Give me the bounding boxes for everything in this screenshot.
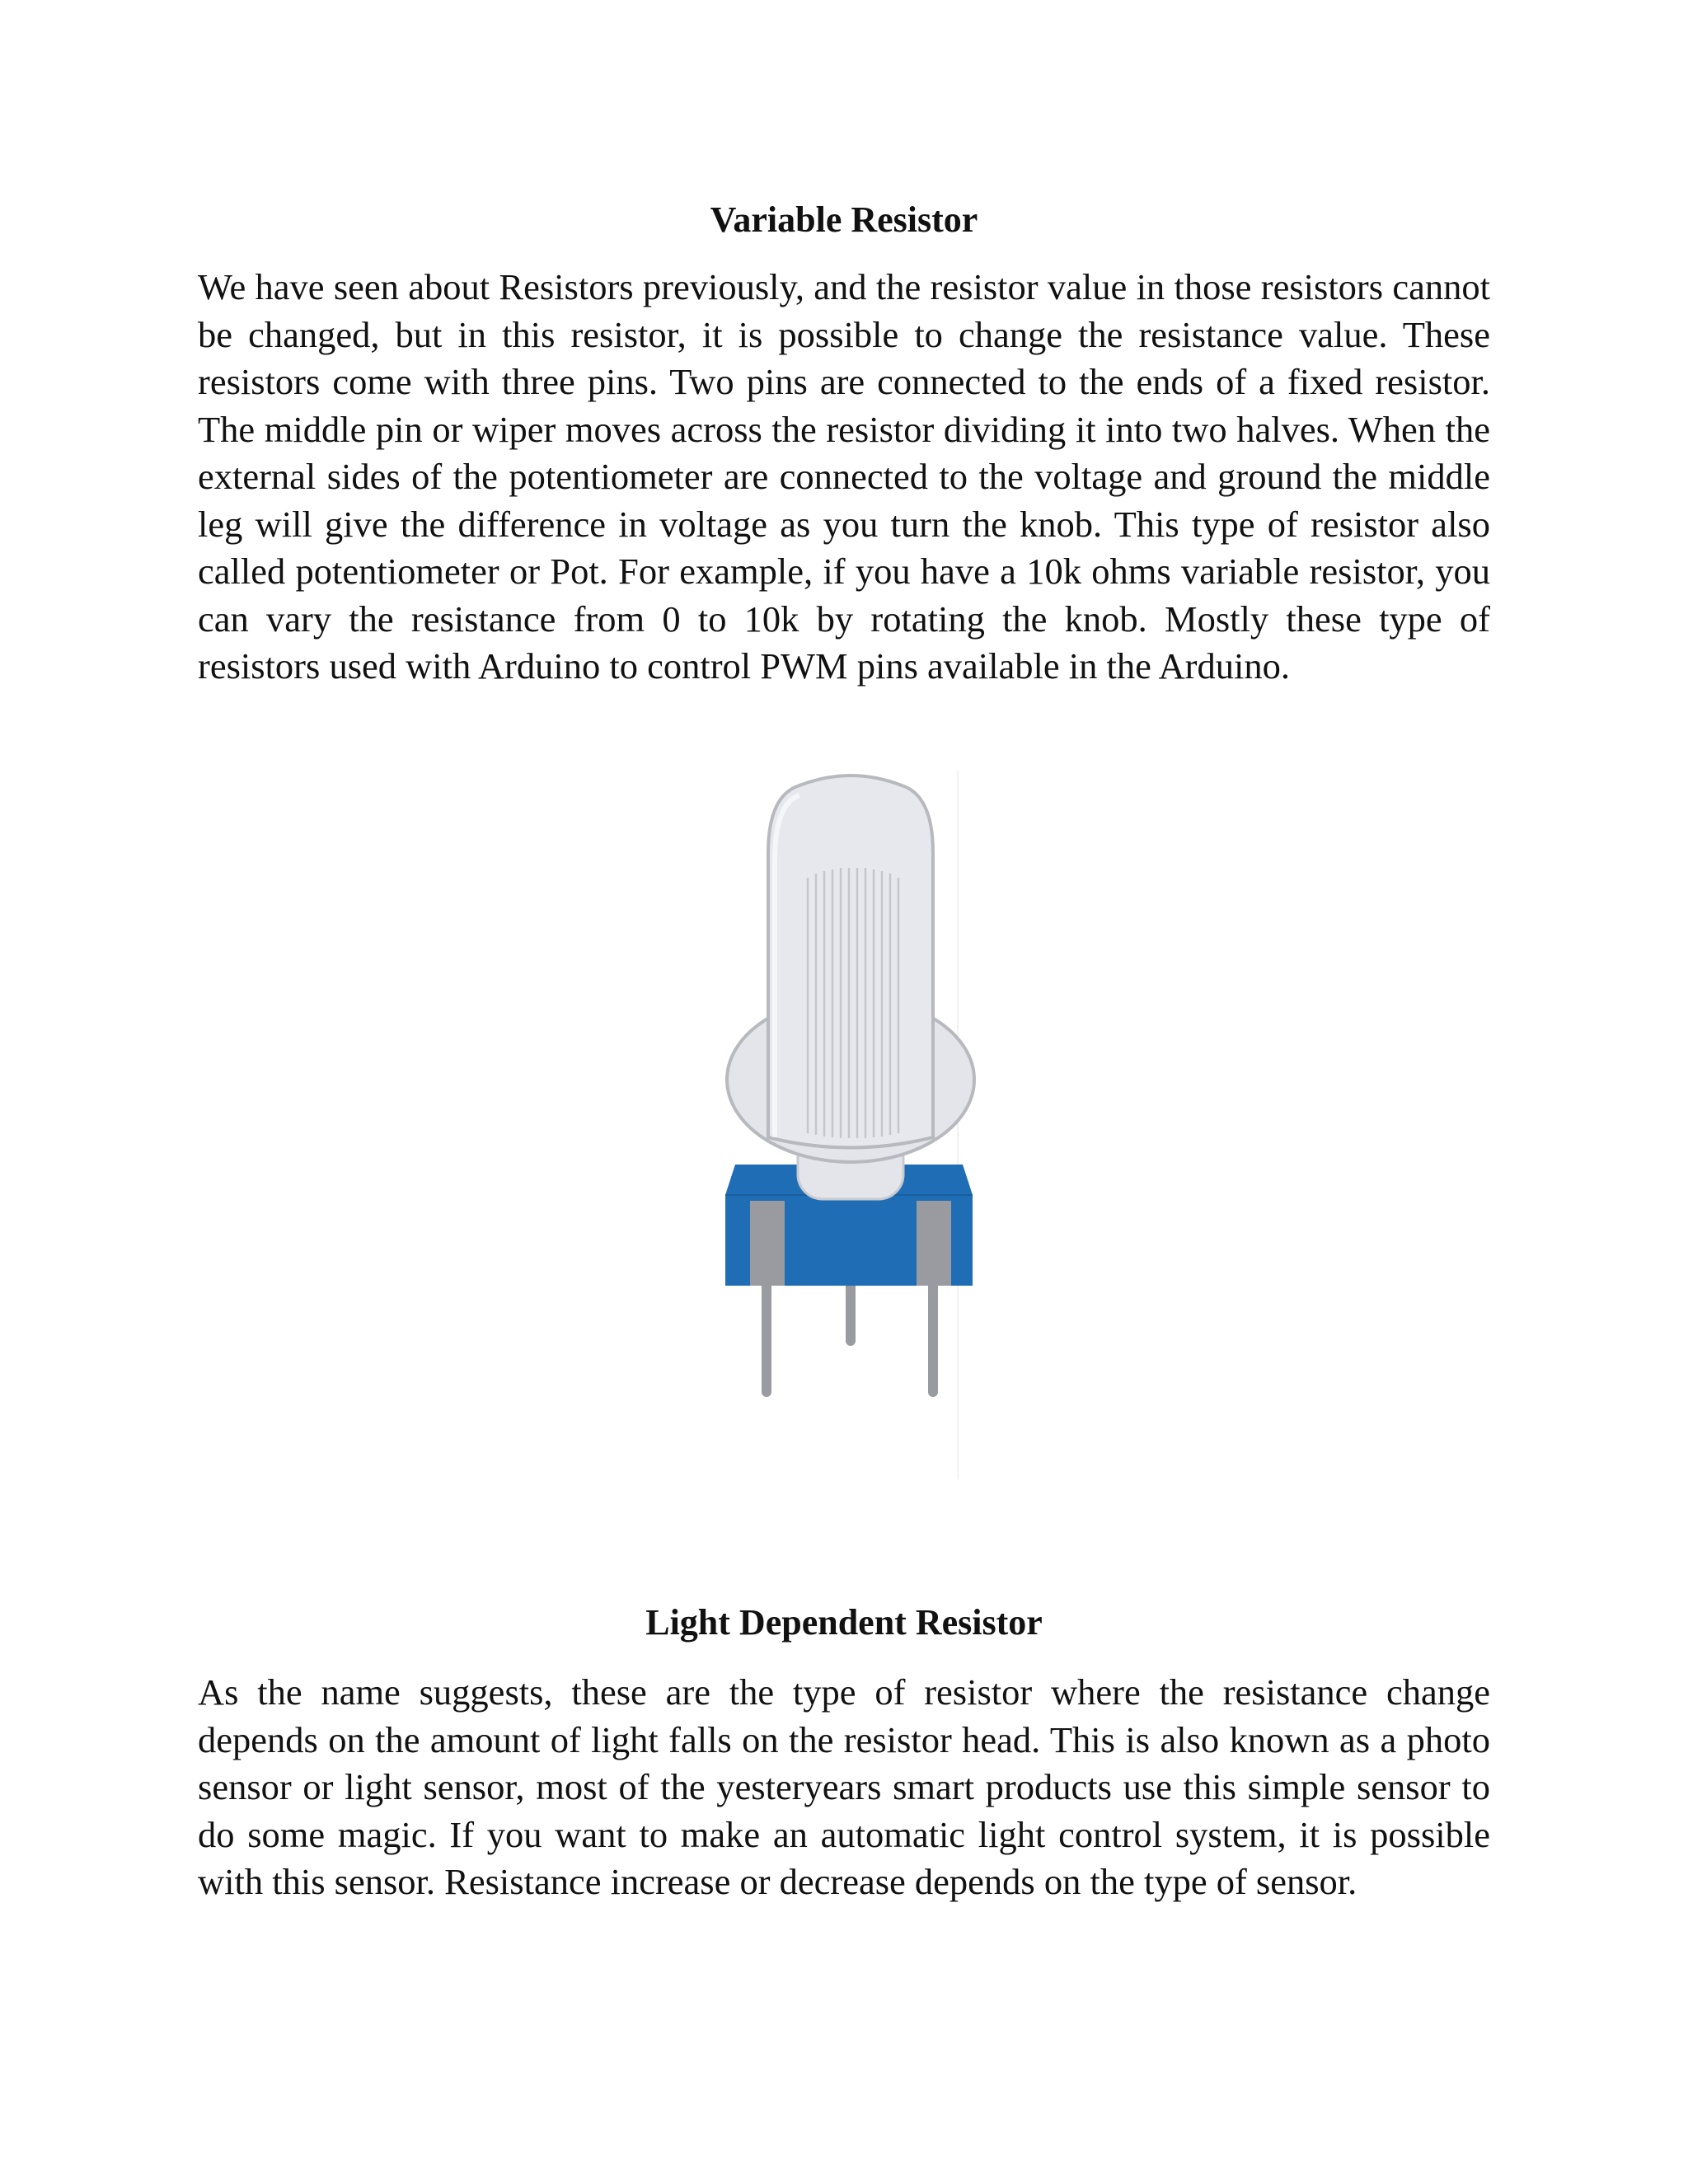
section-title-variable-resistor: Variable Resistor	[710, 199, 978, 240]
section-body-variable-resistor: We have seen about Resistors previously, and the resistor value in those resistors cannot be changed, but in this resistor, it is possible to change the resistance value. These resistors come with three pins. Two pins are connected to the ends of a fixed resistor. The middle pin or wiper moves across the resistor dividing it into two halves. When the external sides of the potentiometer are connected to the voltage and ground the middle leg will give the difference in voltage as you turn the knob. This type of resistor also called potentiometer or Pot. For example, if you have a 10k ohms variable resistor, you can vary the resistance from 0 to 10k by rotating the knob. Mostly these type of resistors used with Arduino to control PWM pins available in the Arduino.	[198, 266, 1490, 687]
knob-shaft	[768, 776, 933, 1148]
middle-pin	[846, 1282, 856, 1346]
potentiometer-icon	[692, 771, 1006, 1479]
section-body-light-dependent-resistor: As the name suggests, these are the type of resistor where the resistance change depends on the amount of light falls on the resistor head. This is also known as a photo sensor or light sensor, most of the yesteryears smart products use this simple sensor to do some magic. If you want to make an automatic light control system, it is possible with this sensor. Resistance increase or decrease depends on the type of sensor.	[198, 1671, 1490, 1902]
right-pin-tab	[917, 1201, 951, 1286]
right-pin	[928, 1282, 938, 1397]
left-pin-tab	[750, 1201, 785, 1286]
left-pin	[762, 1282, 771, 1397]
section-title-light-dependent-resistor: Light Dependent Resistor	[645, 1602, 1043, 1643]
potentiometer-figure	[692, 771, 1006, 1479]
